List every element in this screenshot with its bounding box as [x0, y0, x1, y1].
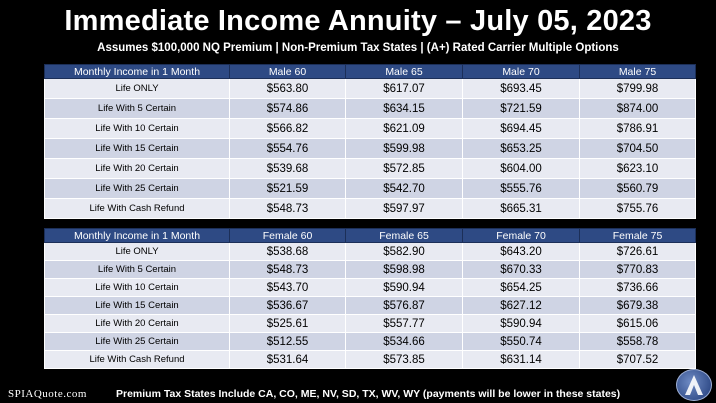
table-header-row — [45, 65, 696, 79]
rate-cell: $543.70 — [230, 279, 346, 297]
rate-cell: $539.68 — [230, 159, 346, 179]
column-header: Male 60 — [230, 65, 346, 79]
rate-cell: $582.90 — [346, 243, 463, 261]
rate-cell: $799.98 — [580, 79, 696, 99]
rate-cell: $623.10 — [580, 159, 696, 179]
rate-cell: $721.59 — [463, 99, 580, 119]
rate-cell: $531.64 — [230, 351, 346, 369]
rate-cell: $736.66 — [580, 279, 696, 297]
female-rates-table — [44, 228, 696, 369]
table-row — [45, 261, 696, 279]
rate-cell: $726.61 — [580, 243, 696, 261]
table-row — [45, 179, 696, 199]
row-label: Life With Cash Refund — [45, 351, 230, 369]
rate-cell: $566.82 — [230, 119, 346, 139]
rate-cell: $654.25 — [463, 279, 580, 297]
rate-cell: $694.45 — [463, 119, 580, 139]
table-row — [45, 199, 696, 219]
table-row — [45, 159, 696, 179]
table-row — [45, 279, 696, 297]
column-header: Female 60 — [230, 229, 346, 243]
rate-cell: $590.94 — [463, 315, 580, 333]
brand-logo-text: SPIAQuote.com — [8, 388, 87, 400]
rate-cell: $615.06 — [580, 315, 696, 333]
row-label: Life ONLY — [45, 79, 230, 99]
table-header-row — [45, 229, 696, 243]
column-header: Male 75 — [580, 65, 696, 79]
rate-cell: $665.31 — [463, 199, 580, 219]
row-label: Life With 10 Certain — [45, 119, 230, 139]
rate-cell: $557.77 — [346, 315, 463, 333]
rate-cell: $617.07 — [346, 79, 463, 99]
rate-cell: $597.97 — [346, 199, 463, 219]
row-label: Life With 5 Certain — [45, 99, 230, 119]
column-header: Female 65 — [346, 229, 463, 243]
rate-cell: $554.76 — [230, 139, 346, 159]
row-label: Life With 10 Certain — [45, 279, 230, 297]
footer-note: Premium Tax States Include CA, CO, ME, NV, SD, TX, WV, WY (payments will be lower in these states) — [116, 388, 621, 400]
column-header: Male 65 — [346, 65, 463, 79]
row-label: Life With Cash Refund — [45, 199, 230, 219]
rate-cell: $653.25 — [463, 139, 580, 159]
rate-cell: $548.73 — [230, 261, 346, 279]
rate-cell: $707.52 — [580, 351, 696, 369]
rate-cell: $558.78 — [580, 333, 696, 351]
rate-cell: $560.79 — [580, 179, 696, 199]
table-row — [45, 79, 696, 99]
table-row — [45, 139, 696, 159]
column-header: Female 75 — [580, 229, 696, 243]
table-row — [45, 119, 696, 139]
rate-cell: $548.73 — [230, 199, 346, 219]
table-row — [45, 333, 696, 351]
row-label: Life With 15 Certain — [45, 297, 230, 315]
rate-cell: $704.50 — [580, 139, 696, 159]
table-row — [45, 297, 696, 315]
row-label: Life With 20 Certain — [45, 315, 230, 333]
rate-cell: $627.12 — [463, 297, 580, 315]
male-rates-table — [44, 64, 696, 219]
female-table-body — [45, 243, 696, 369]
rate-cell: $576.87 — [346, 297, 463, 315]
rate-cell: $538.68 — [230, 243, 346, 261]
row-label: Life With 25 Certain — [45, 333, 230, 351]
table-row — [45, 243, 696, 261]
rate-cell: $542.70 — [346, 179, 463, 199]
row-label: Life With 15 Certain — [45, 139, 230, 159]
page-subtitle: Assumes $100,000 NQ Premium | Non-Premium Tax States | (A+) Rated Carrier Multiple Options — [97, 42, 619, 54]
row-label: Life With 20 Certain — [45, 159, 230, 179]
rate-cell: $874.00 — [580, 99, 696, 119]
row-label: Life With 25 Certain — [45, 179, 230, 199]
table-row — [45, 351, 696, 369]
rate-cell: $693.45 — [463, 79, 580, 99]
rate-cell: $536.67 — [230, 297, 346, 315]
table-row — [45, 315, 696, 333]
rate-cell: $634.15 — [346, 99, 463, 119]
column-header: Monthly Income in 1 Month — [45, 65, 230, 79]
row-label: Life With 5 Certain — [45, 261, 230, 279]
rate-cell: $573.85 — [346, 351, 463, 369]
column-header: Female 70 — [463, 229, 580, 243]
rate-cell: $574.86 — [230, 99, 346, 119]
rate-cell: $786.91 — [580, 119, 696, 139]
rate-cell: $525.61 — [230, 315, 346, 333]
rate-cell: $643.20 — [463, 243, 580, 261]
column-header: Male 70 — [463, 65, 580, 79]
column-header: Monthly Income in 1 Month — [45, 229, 230, 243]
rate-cell: $598.98 — [346, 261, 463, 279]
rate-cell: $534.66 — [346, 333, 463, 351]
rate-cell: $550.74 — [463, 333, 580, 351]
rate-cell: $679.38 — [580, 297, 696, 315]
rate-cell: $512.55 — [230, 333, 346, 351]
rate-cell: $563.80 — [230, 79, 346, 99]
rate-cell: $521.59 — [230, 179, 346, 199]
rate-cell: $670.33 — [463, 261, 580, 279]
rate-cell: $631.14 — [463, 351, 580, 369]
brand-emblem-icon — [676, 369, 712, 401]
rate-cell: $599.98 — [346, 139, 463, 159]
rate-cell: $590.94 — [346, 279, 463, 297]
rate-cell: $555.76 — [463, 179, 580, 199]
rate-cell: $770.83 — [580, 261, 696, 279]
rate-cell: $604.00 — [463, 159, 580, 179]
table-row — [45, 99, 696, 119]
rate-cell: $755.76 — [580, 199, 696, 219]
male-table-body — [45, 79, 696, 219]
rate-cell: $621.09 — [346, 119, 463, 139]
row-label: Life ONLY — [45, 243, 230, 261]
page-title: Immediate Income Annuity – July 05, 2023 — [64, 5, 652, 37]
rate-cell: $572.85 — [346, 159, 463, 179]
